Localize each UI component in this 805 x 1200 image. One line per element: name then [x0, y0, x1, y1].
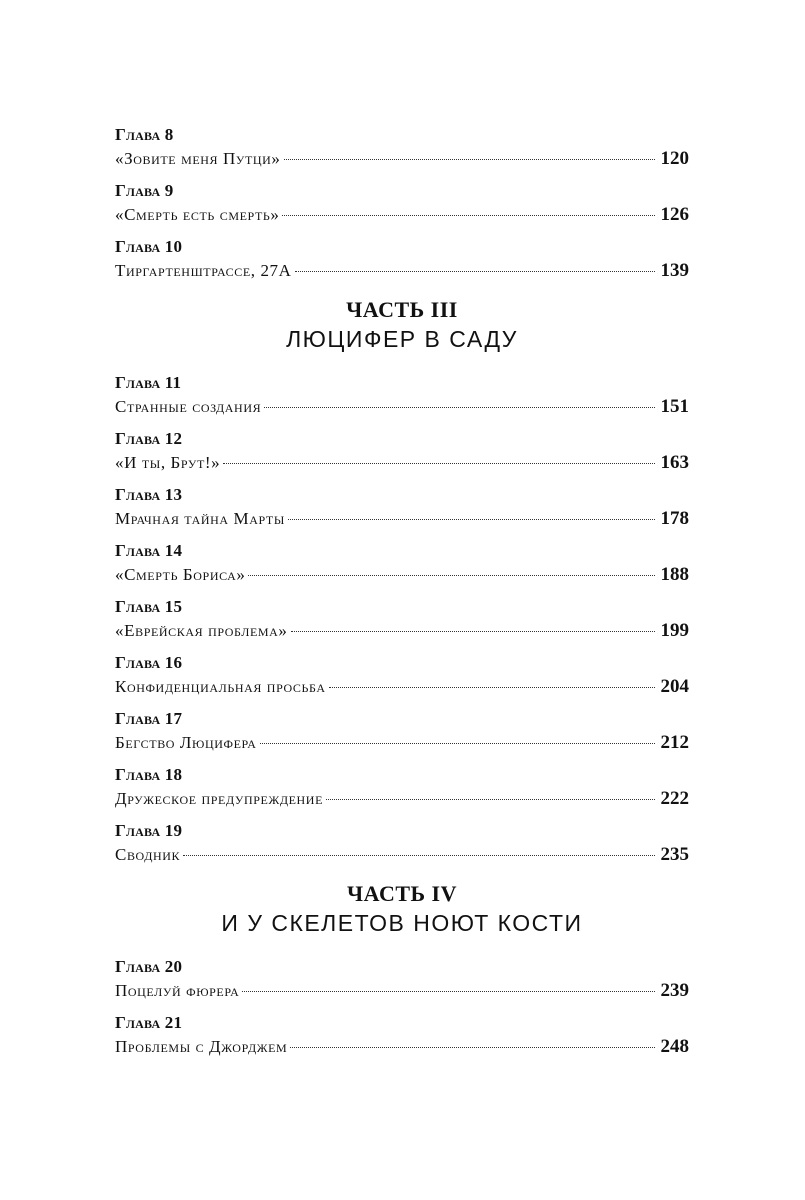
chapter-title: «И ты, Брут!» [115, 453, 221, 472]
chapter-label: Глава 10 [115, 237, 183, 256]
chapter-entry-line [115, 450, 689, 475]
page-number: 235 [660, 844, 689, 865]
toc-entry[interactable] [115, 1012, 689, 1059]
page-number: 120 [660, 148, 689, 169]
page-number: 188 [660, 564, 689, 585]
chapter-title: Тиргартенштрассе, 27А [115, 261, 292, 280]
chapter-entry-line [115, 730, 689, 755]
chapter-label: Глава 15 [115, 597, 183, 616]
chapter-title: Дружеское предупреждение [115, 789, 324, 808]
toc-entry[interactable] [115, 540, 689, 587]
chapter-title: «Зовите меня Путци» [115, 149, 281, 168]
dot-leader [183, 855, 654, 856]
chapter-entry-line [115, 394, 689, 419]
toc-section [115, 124, 689, 283]
chapter-title: «Еврейская проблема» [115, 621, 288, 640]
part-title: ЧАСТЬ III [346, 297, 458, 322]
chapter-label: Глава 16 [115, 653, 183, 672]
toc-entry[interactable] [115, 708, 689, 755]
dot-leader [288, 519, 655, 520]
toc-entry[interactable] [115, 180, 689, 227]
chapter-title: Проблемы с Джорджем [115, 1037, 288, 1056]
dot-leader [248, 575, 654, 576]
dot-leader [295, 271, 655, 272]
table-of-contents [115, 124, 689, 1068]
chapter-title: Мрачная тайна Марты [115, 509, 285, 528]
toc-entry[interactable] [115, 236, 689, 283]
part-subtitle: ЛЮЦИФЕР В САДУ [286, 326, 518, 352]
page-number: 163 [660, 452, 689, 473]
dot-leader [260, 743, 655, 744]
chapter-label: Глава 17 [115, 709, 183, 728]
chapter-title: Бегство Люцифера [115, 733, 257, 752]
chapter-entry-line [115, 1034, 689, 1059]
chapter-entry-line [115, 842, 689, 867]
part-subtitle: И У СКЕЛЕТОВ НОЮТ КОСТИ [221, 910, 583, 936]
page-number: 239 [660, 980, 689, 1001]
chapter-entry-line [115, 146, 689, 171]
toc-entry[interactable] [115, 652, 689, 699]
chapter-entry-line [115, 258, 689, 283]
dot-leader [223, 463, 654, 464]
dot-leader [284, 159, 655, 160]
page-number: 248 [660, 1036, 689, 1057]
chapter-title: «Смерть есть смерть» [115, 205, 280, 224]
toc-entry[interactable] [115, 484, 689, 531]
chapter-entry-line [115, 978, 689, 1003]
part-title: ЧАСТЬ IV [347, 881, 457, 906]
chapter-label: Глава 9 [115, 181, 174, 200]
page-number: 199 [660, 620, 689, 641]
chapter-label: Глава 20 [115, 957, 183, 976]
page-number: 151 [660, 396, 689, 417]
toc-entry[interactable] [115, 956, 689, 1003]
toc-section [115, 296, 689, 867]
toc-entry[interactable] [115, 764, 689, 811]
page-number: 222 [660, 788, 689, 809]
page-number: 126 [660, 204, 689, 225]
dot-leader [329, 687, 655, 688]
dot-leader [282, 215, 654, 216]
chapter-title: Конфиденциальная просьба [115, 677, 326, 696]
dot-leader [326, 799, 654, 800]
chapter-label: Глава 11 [115, 373, 182, 392]
chapter-label: Глава 21 [115, 1013, 183, 1032]
dot-leader [291, 631, 655, 632]
part-heading [115, 296, 689, 354]
toc-entry[interactable] [115, 428, 689, 475]
dot-leader [264, 407, 654, 408]
chapter-entry-line [115, 562, 689, 587]
dot-leader [242, 991, 654, 992]
chapter-title: «Смерть Бориса» [115, 565, 246, 584]
chapter-title: Странные создания [115, 397, 262, 416]
chapter-label: Глава 13 [115, 485, 183, 504]
chapter-entry-line [115, 506, 689, 531]
chapter-label: Глава 14 [115, 541, 183, 560]
chapter-entry-line [115, 674, 689, 699]
chapter-label: Глава 19 [115, 821, 183, 840]
chapter-label: Глава 8 [115, 125, 174, 144]
chapter-entry-line [115, 618, 689, 643]
toc-entry[interactable] [115, 820, 689, 867]
toc-entry[interactable] [115, 124, 689, 171]
chapter-title: Поцелуй фюрера [115, 981, 240, 1000]
toc-entry[interactable] [115, 596, 689, 643]
part-heading [115, 880, 689, 938]
chapter-entry-line [115, 202, 689, 227]
page-number: 204 [660, 676, 689, 697]
chapter-label: Глава 12 [115, 429, 183, 448]
page-number: 139 [660, 260, 689, 281]
toc-entry[interactable] [115, 372, 689, 419]
dot-leader [290, 1047, 654, 1048]
chapter-title: Сводник [115, 845, 181, 864]
page-number: 212 [660, 732, 689, 753]
toc-section [115, 880, 689, 1059]
page-number: 178 [660, 508, 689, 529]
chapter-entry-line [115, 786, 689, 811]
chapter-label: Глава 18 [115, 765, 183, 784]
